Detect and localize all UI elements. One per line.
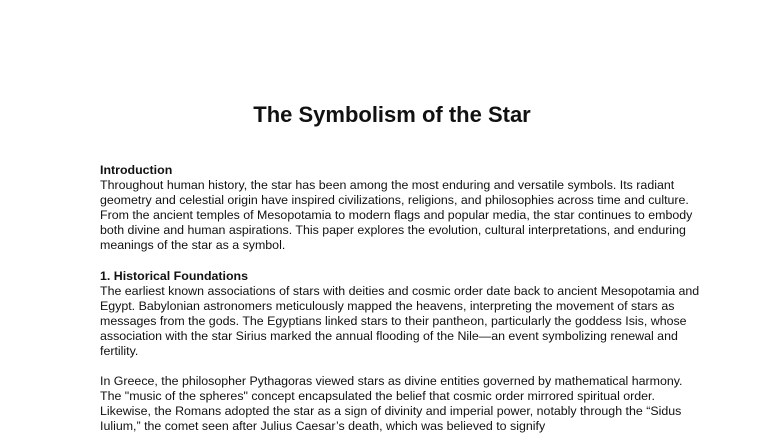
introduction-paragraph: Throughout human history, the star has been among the most enduring and versatile symbols. Its radiant geometry and celestial origin have inspired civilizations, religions, and philosophies across time and culture. From the ancient temples of Mesopotamia to modern flags and popular media, the star continues to embody both divine and human aspirations. This paper explores the evolution, cultural interpretations, and enduring meanings of the star as a symbol. xyxy=(100,178,693,252)
historical-paragraph-1: The earliest known associations of stars with deities and cosmic order date back to ancient Mesopotamia and Egypt. Babylonian astronomers meticulously mapped the heavens, interpreting the movement of stars as messages from the gods. The Egyptians linked stars to their pantheon, particularly the goddess Isis, whose association with the star Sirius marked the annual flooding of the Nile—an event symbolizing renewal and fertility. xyxy=(100,284,700,358)
introduction-heading: Introduction xyxy=(100,163,173,177)
introduction-section xyxy=(100,163,700,268)
historical-paragraph-2: In Greece, the philosopher Pythagoras viewed stars as divine entities governed by mathematical harmony. The "music of the spheres" concept encapsulated the belief that cosmic order mirrored spiritual order. Likewise, the Romans adopted the star as a sign of divinity and imperial power, notably through the “Sidus Iulium,” the comet seen after Julius Caesar’s death, which was believed to signify xyxy=(100,374,683,433)
document-title: The Symbolism of the Star xyxy=(253,102,531,127)
historical-foundations-heading: 1. Historical Foundations xyxy=(100,269,249,283)
historical-foundations-section xyxy=(100,269,700,441)
